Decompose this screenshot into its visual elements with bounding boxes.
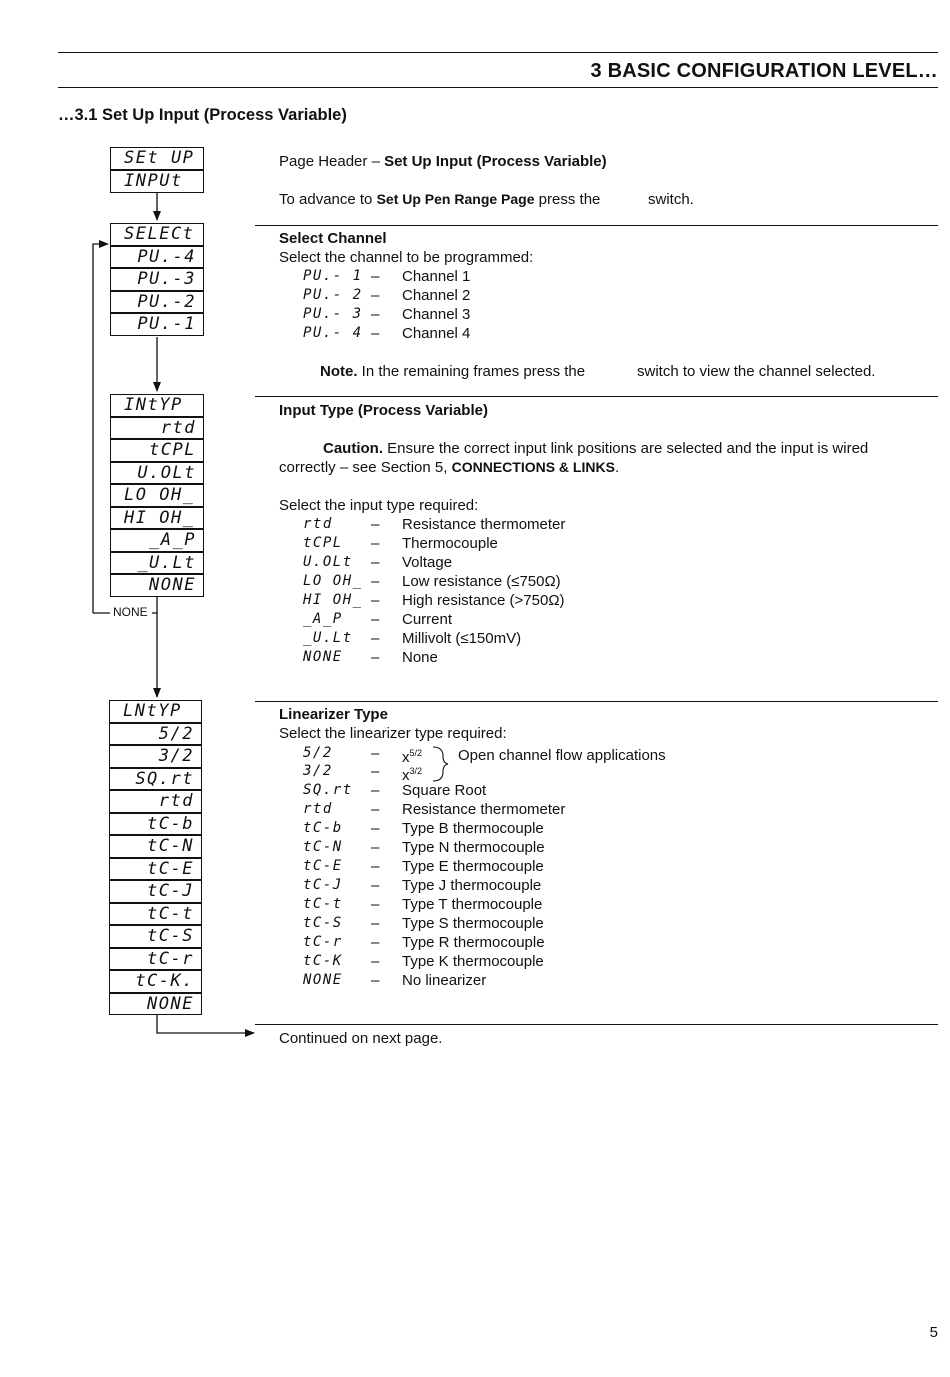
dash: – xyxy=(371,877,380,894)
dash: – xyxy=(371,516,380,533)
dash: – xyxy=(371,268,380,285)
dash: – xyxy=(371,934,380,951)
lcd-volt: U.OLt xyxy=(110,462,204,485)
lin-code: tC-K xyxy=(303,953,343,969)
lin-code: tC-b xyxy=(303,820,343,836)
lcd-set-up: SEt UP xyxy=(110,147,204,170)
lin-desc: Type S thermocouple xyxy=(402,915,544,932)
advance-text-c: press the xyxy=(534,191,601,208)
lcd-hi-ohm: HI OH_ xyxy=(110,507,204,530)
dash: – xyxy=(371,896,380,913)
lin-code: SQ.rt xyxy=(303,782,353,798)
input-desc: High resistance (>750Ω) xyxy=(402,592,565,609)
lcd-lin-tc-k: tC-K. xyxy=(109,970,202,993)
lcd-lin-tc-j: tC-J xyxy=(109,880,202,903)
channel-code: PU.- 1 xyxy=(303,268,363,284)
lcd-lin-sqrt: SQ.rt xyxy=(109,768,202,791)
input-desc: Millivolt (≤150mV) xyxy=(402,630,522,647)
lcd-pv-4: PU.-4 xyxy=(110,246,204,269)
dash: – xyxy=(371,306,380,323)
dash: – xyxy=(371,535,380,552)
dash: – xyxy=(371,649,380,666)
channel-code: PU.- 3 xyxy=(303,306,363,322)
lin-exponent: 5/2 xyxy=(409,748,423,758)
lin-code: tC-t xyxy=(303,896,343,912)
lin-code: NONE xyxy=(303,972,343,988)
lin-code: 5/2 xyxy=(303,745,333,761)
caution-text-2a: correctly – see Section 5, xyxy=(279,459,452,476)
lin-desc: No linearizer xyxy=(402,972,487,989)
lcd-lin-tc-n: tC-N xyxy=(109,835,202,858)
channel-desc: Channel 1 xyxy=(402,268,471,285)
advance-line xyxy=(279,190,600,209)
none-loop-label: NONE xyxy=(113,605,148,619)
dash: – xyxy=(371,325,380,342)
input-code: _A_P xyxy=(303,611,343,627)
dash: – xyxy=(371,573,380,590)
lcd-pv-3: PU.-3 xyxy=(110,268,204,291)
channel-code: PU.- 2 xyxy=(303,287,363,303)
note-label: Note. xyxy=(320,363,358,380)
linearizer-intro: Select the linearizer type required: xyxy=(279,725,507,742)
dash: – xyxy=(371,820,380,837)
lin-desc: Type E thermocouple xyxy=(402,858,544,875)
input-code: NONE xyxy=(303,649,343,665)
lin-x: x xyxy=(402,767,410,784)
lcd-pv-1: PU.-1 xyxy=(110,313,204,336)
lin-code: tC-N xyxy=(303,839,343,855)
channel-desc: Channel 4 xyxy=(402,325,471,342)
lcd-lin-rtd: rtd xyxy=(109,790,202,813)
dash: – xyxy=(371,801,380,818)
lcd-lo-ohm: LO OH_ xyxy=(110,484,204,507)
caution-label: Caution. xyxy=(323,440,383,457)
dash: – xyxy=(371,745,380,762)
lcd-input-type: INtYP xyxy=(110,394,204,417)
caution-section-ref: CONNECTIONS & LINKS xyxy=(451,459,615,475)
page-header-line xyxy=(279,152,607,171)
lcd-lin-tc-e: tC-E xyxy=(109,858,202,881)
lcd-lin-tc-s: tC-S xyxy=(109,925,202,948)
section-title: 3 BASIC CONFIGURATION LEVEL… xyxy=(590,60,938,82)
select-heading: Select Channel xyxy=(279,230,387,247)
lcd-tcpl: tCPL xyxy=(110,439,204,462)
brace-text: Open channel flow applications xyxy=(458,747,666,764)
input-code: tCPL xyxy=(303,535,343,551)
subsection-title: …3.1 Set Up Input (Process Variable) xyxy=(58,106,347,124)
lin-desc: Type K thermocouple xyxy=(402,953,544,970)
page-header-title: Set Up Input (Process Variable) xyxy=(384,153,607,170)
channel-desc: Channel 2 xyxy=(402,287,471,304)
linearizer-heading: Linearizer Type xyxy=(279,706,388,723)
input-desc: Current xyxy=(402,611,453,628)
dash: – xyxy=(371,611,380,628)
dash: – xyxy=(371,953,380,970)
dash: – xyxy=(371,782,380,799)
lcd-lin-tc-b: tC-b xyxy=(109,813,202,836)
input-code: _U.Lt xyxy=(303,630,353,646)
advance-text-a: To advance to xyxy=(279,191,377,208)
lcd-lin-tc-t: tC-t xyxy=(109,903,202,926)
dash: – xyxy=(371,287,380,304)
dash: – xyxy=(371,630,380,647)
channel-desc: Channel 3 xyxy=(402,306,471,323)
lcd-lin-type: LNtYP xyxy=(109,700,202,723)
input-code: rtd xyxy=(303,516,333,532)
lin-desc: Type T thermocouple xyxy=(402,896,543,913)
input-type-intro: Select the input type required: xyxy=(279,497,479,514)
page-header-prefix: Page Header – xyxy=(279,153,385,170)
dash: – xyxy=(371,972,380,989)
note-text-a: In the remaining frames press the xyxy=(357,363,586,380)
select-intro: Select the channel to be programmed: xyxy=(279,249,534,266)
input-desc: Thermocouple xyxy=(402,535,498,552)
lcd-lin-5-2: 5/2 xyxy=(109,723,202,746)
input-desc: Resistance thermometer xyxy=(402,516,566,533)
lin-code: rtd xyxy=(303,801,333,817)
caution-line-2 xyxy=(279,458,619,477)
input-code: U.OLt xyxy=(303,554,353,570)
select-rule xyxy=(255,225,938,226)
lin-desc: Resistance thermometer xyxy=(402,801,566,818)
advance-switch-text: switch. xyxy=(648,191,694,208)
lin-code: tC-E xyxy=(303,858,343,874)
lcd-pv-2: PU.-2 xyxy=(110,291,204,314)
continued-rule xyxy=(255,1024,938,1025)
dash: – xyxy=(371,839,380,856)
lcd-select: SELECt xyxy=(110,223,204,246)
caution-text-1: Ensure the correct input link positions are selected and the input is wired xyxy=(383,440,869,457)
lcd-millivolt: _U.Lt xyxy=(110,552,204,575)
advance-page-name: Set Up Pen Range Page xyxy=(376,191,535,207)
lin-x: x xyxy=(402,749,410,766)
input-desc: Voltage xyxy=(402,554,453,571)
lcd-lin-none: NONE xyxy=(109,993,202,1016)
lcd-rtd: rtd xyxy=(110,417,204,440)
lin-desc: Type N thermocouple xyxy=(402,839,545,856)
caution-text-2c: . xyxy=(614,459,620,476)
input-type-heading: Input Type (Process Variable) xyxy=(279,402,488,419)
caution-line-1 xyxy=(323,439,938,458)
note-text-b: switch to view the channel selected. xyxy=(637,363,876,380)
lcd-lin-3-2: 3/2 xyxy=(109,745,202,768)
lin-desc: Square Root xyxy=(402,782,487,799)
page-number: 5 xyxy=(929,1324,938,1341)
input-code: HI OH_ xyxy=(303,592,363,608)
lin-code: tC-J xyxy=(303,877,343,893)
dash: – xyxy=(371,592,380,609)
lcd-input: INPUt xyxy=(110,170,204,193)
channel-code: PU.- 4 xyxy=(303,325,363,341)
note-line xyxy=(320,362,585,381)
input-desc: Low resistance (≤750Ω) xyxy=(402,573,561,590)
lin-code: tC-S xyxy=(303,915,343,931)
dash: – xyxy=(371,915,380,932)
dash: – xyxy=(371,554,380,571)
input-type-rule xyxy=(255,396,938,397)
lin-desc: Type R thermocouple xyxy=(402,934,545,951)
input-desc: None xyxy=(402,649,438,666)
lin-code: tC-r xyxy=(303,934,343,950)
lin-code: 3/2 xyxy=(303,763,333,779)
dash: – xyxy=(371,858,380,875)
lcd-none: NONE xyxy=(110,574,204,597)
input-code: LO OH_ xyxy=(303,573,363,589)
lcd-lin-tc-r: tC-r xyxy=(109,948,202,971)
lin-desc: Type J thermocouple xyxy=(402,877,542,894)
continued-text: Continued on next page. xyxy=(279,1030,443,1047)
lin-desc: Type B thermocouple xyxy=(402,820,544,837)
dash: – xyxy=(371,763,380,780)
lin-exponent: 3/2 xyxy=(409,766,423,776)
linearizer-rule xyxy=(255,701,938,702)
lcd-milliamp: _A_P xyxy=(110,529,204,552)
